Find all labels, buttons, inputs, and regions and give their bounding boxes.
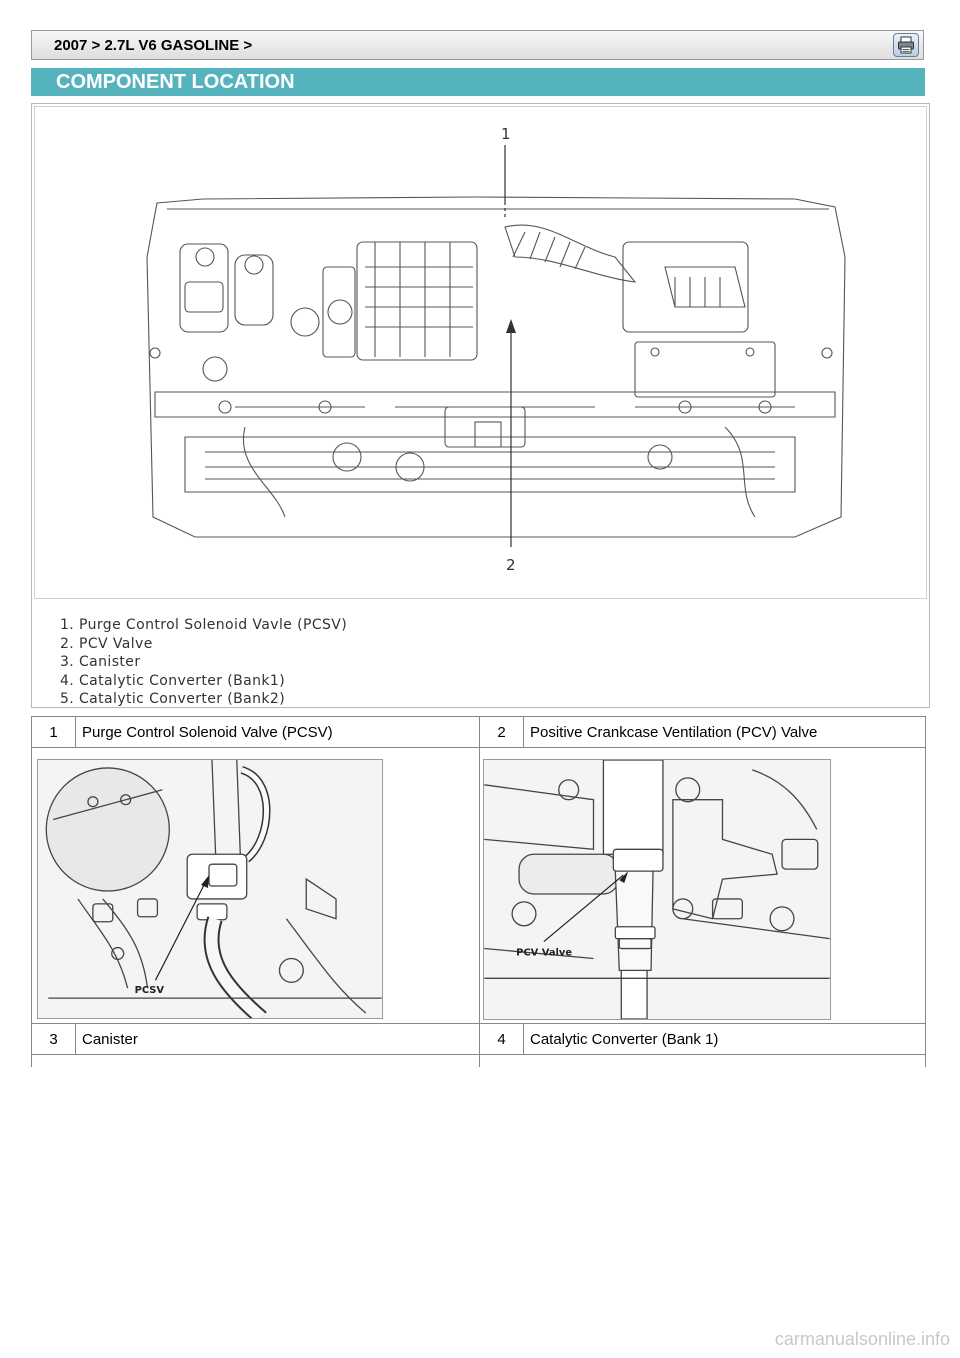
table-row [32,748,926,1024]
legend-item: 2. PCV Valve [60,635,153,652]
component-name: Catalytic Converter (Bank 1) [524,1024,926,1055]
print-button[interactable] [893,33,919,57]
printer-icon [897,36,915,54]
component-number: 3 [32,1024,76,1055]
table-row [32,1055,926,1067]
legend-item: 5. Catalytic Converter (Bank2) [60,691,286,707]
table-row [32,1024,926,1055]
section-header [31,68,925,96]
pcsv-photo-label: PCSV [134,985,165,997]
component-name: Canister [76,1024,480,1055]
component-number: 4 [480,1024,524,1055]
pcsv-photo [37,759,383,1019]
watermark: carmanualsonline.info [774,1329,950,1349]
table-row [32,717,926,748]
callout-2: 2 [506,556,516,574]
pcv-valve-photo [483,759,831,1020]
breadcrumb-bar [31,30,924,60]
component-table [31,716,926,1067]
engine-bay-figure [31,103,930,708]
legend-item: 1. Purge Control Solenoid Vavle (PCSV) [60,617,348,633]
component-number: 1 [32,717,76,748]
figure-legend [60,616,347,709]
breadcrumb: 2007 > 2.7L V6 GASOLINE > [54,37,253,54]
section-title: COMPONENT LOCATION [56,71,295,93]
photo-cell [480,748,926,1024]
callout-1: 1 [501,125,511,143]
photo-cell [480,1055,926,1067]
photo-cell [32,748,480,1024]
component-name: Positive Crankcase Ventilation (PCV) Valve [524,717,926,748]
pcv-photo-label: PCV Valve [516,947,573,959]
component-name: Purge Control Solenoid Valve (PCSV) [76,717,480,748]
component-number: 2 [480,717,524,748]
engine-bay-drawing [34,106,927,599]
legend-item: 4. Catalytic Converter (Bank1) [60,672,286,689]
photo-cell [32,1055,480,1067]
legend-item: 3. Canister [60,654,141,670]
engine-bay-illustration [35,107,926,598]
